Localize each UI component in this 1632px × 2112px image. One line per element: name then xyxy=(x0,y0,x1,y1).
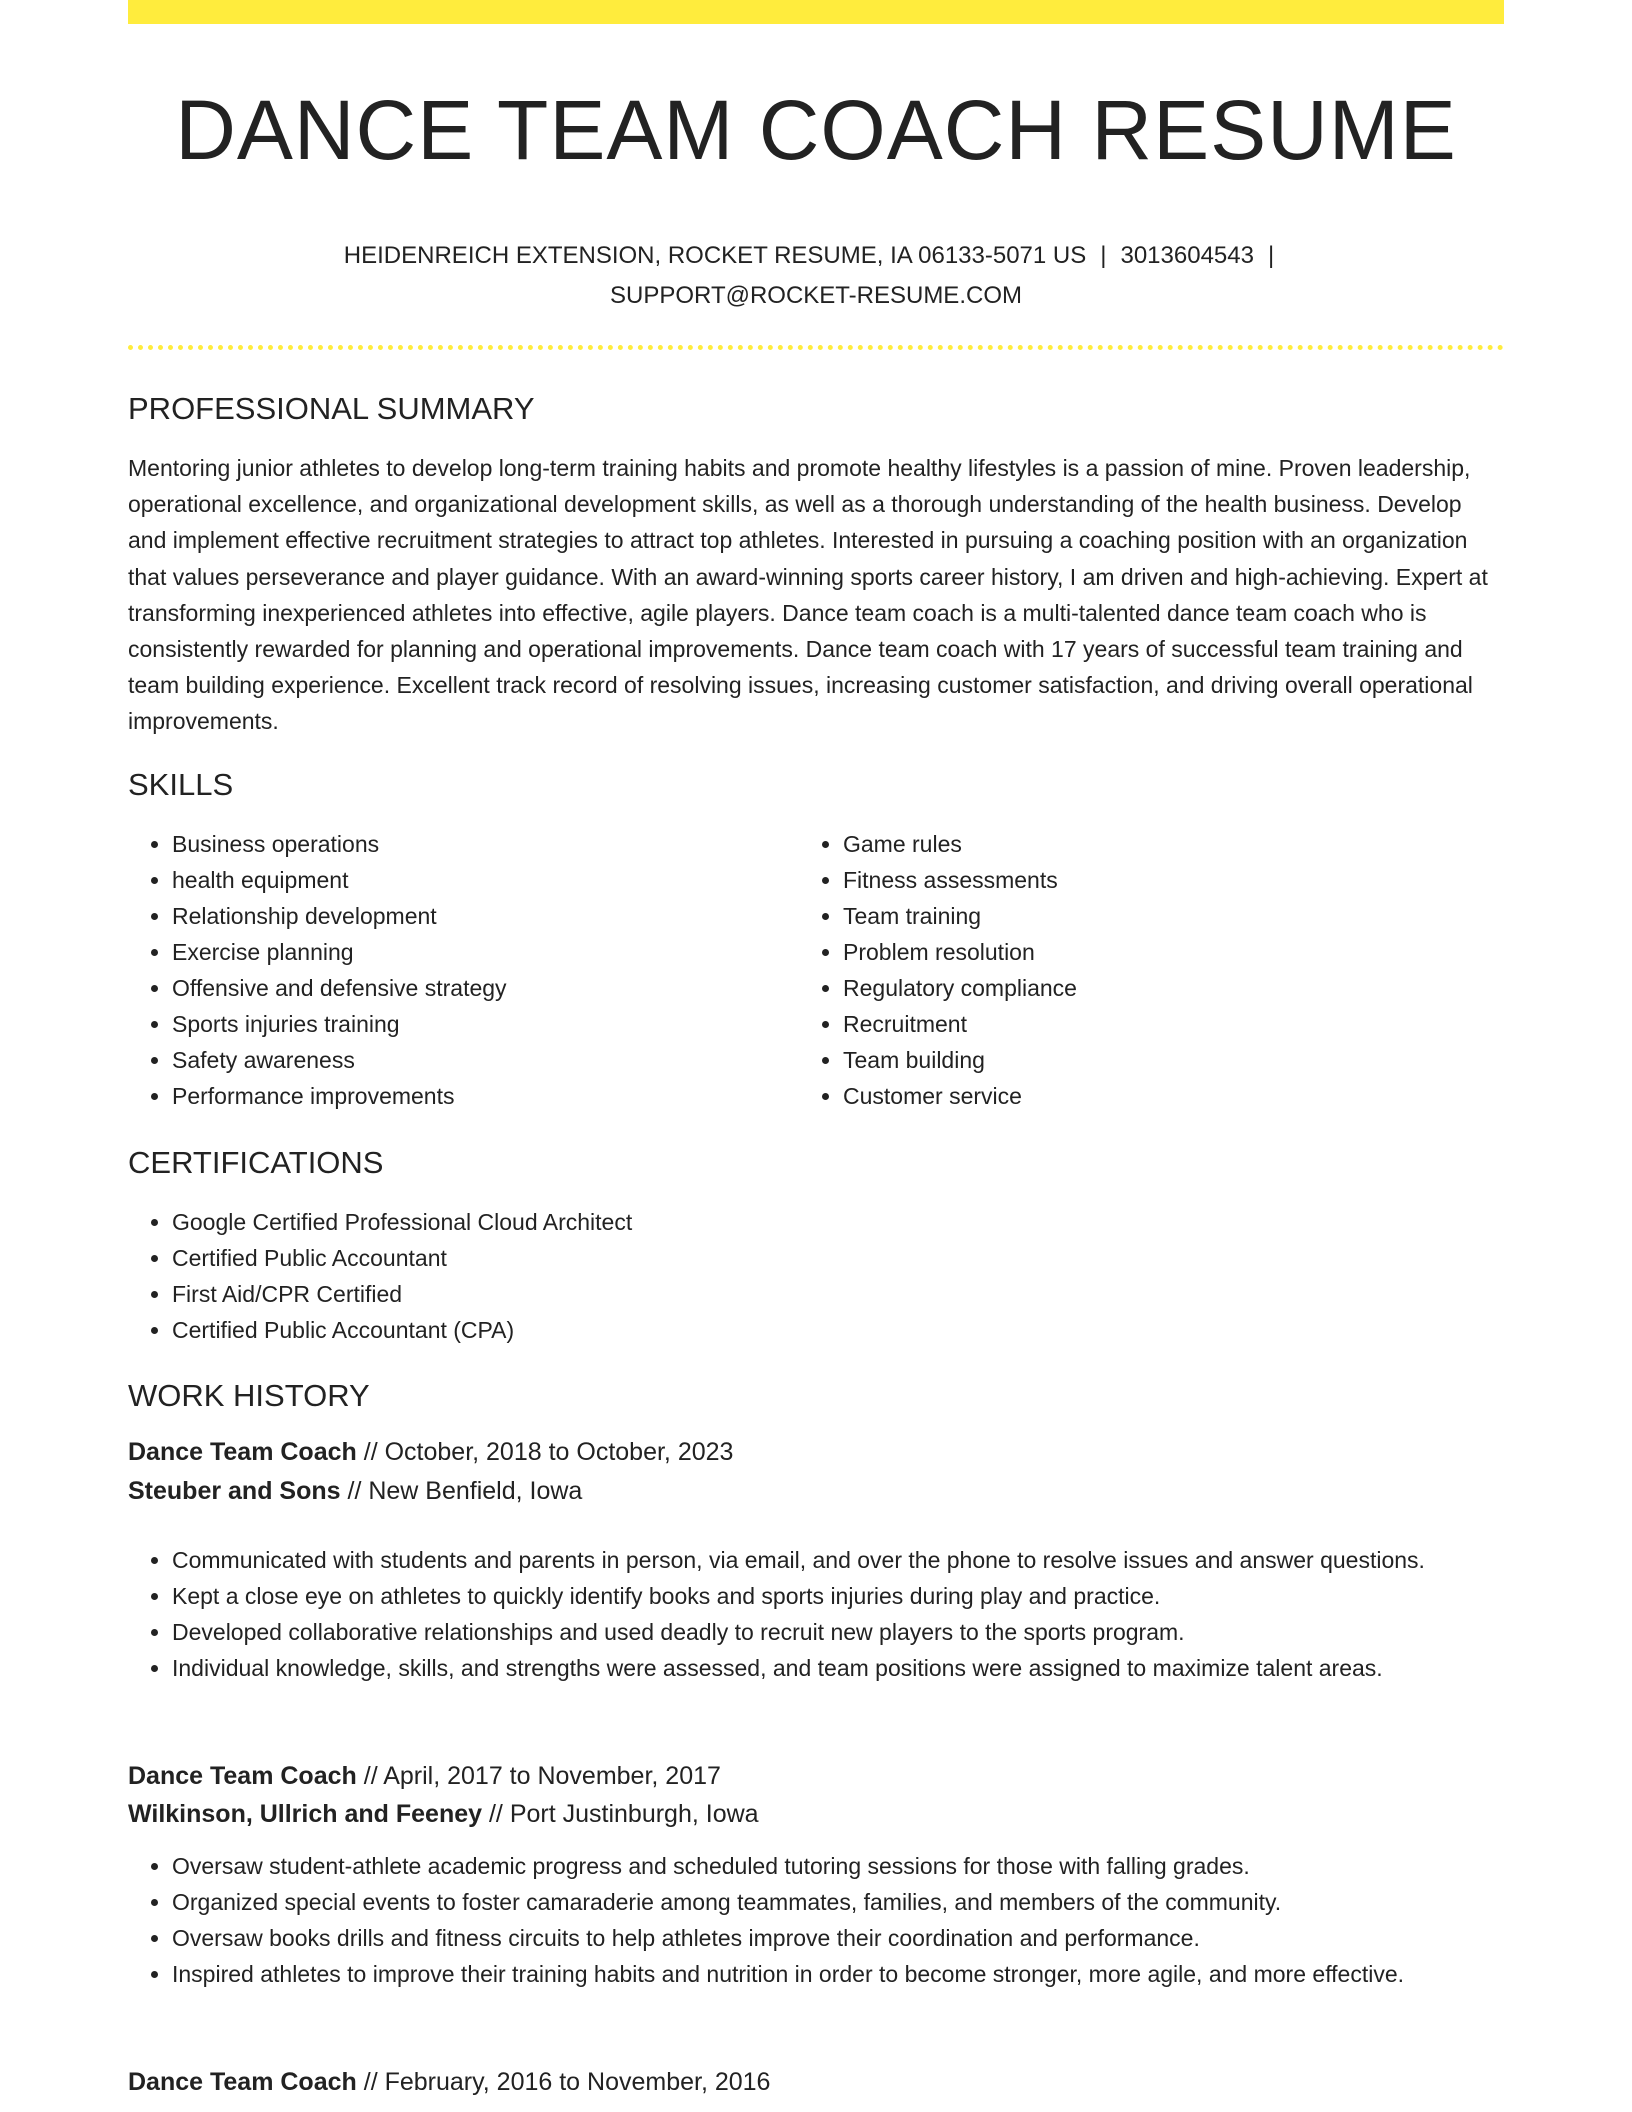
job-title: Dance Team Coach xyxy=(128,2068,357,2096)
list-item: • Customer service xyxy=(843,1078,1483,1114)
list-item: • Sports injuries training xyxy=(172,1006,792,1042)
work-history-heading: WORK HISTORY xyxy=(128,1378,370,1413)
accent-top-bar xyxy=(128,0,1504,24)
certifications-list xyxy=(128,1204,1472,1348)
page-title: DANCE TEAM COACH RESUME xyxy=(175,83,1457,177)
summary-heading: PROFESSIONAL SUMMARY xyxy=(128,391,535,426)
job-company-line xyxy=(128,1796,759,1832)
list-item: • Business operations xyxy=(172,826,792,862)
list-item: • health equipment xyxy=(172,862,792,898)
contact-separator: | xyxy=(1100,242,1107,269)
list-item: • Performance improvements xyxy=(172,1078,792,1114)
list-item: • Offensive and defensive strategy xyxy=(172,970,792,1006)
list-item: • Exercise planning xyxy=(172,934,792,970)
list-item: • Safety awareness xyxy=(172,1042,792,1078)
list-item: • Oversaw student-athlete academic progress and scheduled tutoring sessions for those with falling grades. xyxy=(172,1848,1492,1884)
job-dates: // April, 2017 to November, 2017 xyxy=(363,1762,721,1790)
list-item: • Team training xyxy=(843,898,1483,934)
dotted-divider xyxy=(128,345,1504,350)
job-location: // Port Justinburgh, Iowa xyxy=(488,1800,759,1828)
job-company: Steuber and Sons xyxy=(128,1477,341,1505)
job-dates: // February, 2016 to November, 2016 xyxy=(363,2068,771,2096)
skills-list-left xyxy=(128,826,792,1114)
list-item: • Certified Public Accountant (CPA) xyxy=(172,1312,1472,1348)
list-item: • First Aid/CPR Certified xyxy=(172,1276,1472,1312)
job-bullets xyxy=(128,1848,1492,1992)
skills-list-right xyxy=(799,826,1483,1114)
list-item: • Game rules xyxy=(843,826,1483,862)
list-item: • Fitness assessments xyxy=(843,862,1483,898)
contact-address: HEIDENREICH EXTENSION, ROCKET RESUME, IA 06133-5071 US xyxy=(343,242,1087,269)
list-item: • Communicated with students and parents in person, via email, and over the phone to resolve issues and answer questions. xyxy=(172,1542,1532,1578)
list-item: • Google Certified Professional Cloud Architect xyxy=(172,1204,1472,1240)
job-company: Wilkinson, Ullrich and Feeney xyxy=(128,1800,483,1828)
list-item: • Individual knowledge, skills, and strengths were assessed, and team positions were assigned to maximize talent areas. xyxy=(172,1650,1532,1686)
list-item: • Organized special events to foster camaraderie among teammates, families, and members of the community. xyxy=(172,1884,1492,1920)
list-item: • Inspired athletes to improve their training habits and nutrition in order to become stronger, more agile, and more effective. xyxy=(172,1956,1492,1992)
list-item: • Developed collaborative relationships and used deadly to recruit new players to the sports program. xyxy=(172,1614,1532,1650)
job-location: // New Benfield, Iowa xyxy=(347,1477,583,1505)
list-item: • Kept a close eye on athletes to quickly identify books and sports injuries during play and practice. xyxy=(172,1578,1532,1614)
list-item: • Certified Public Accountant xyxy=(172,1240,1472,1276)
list-item: • Problem resolution xyxy=(843,934,1483,970)
job-title: Dance Team Coach xyxy=(128,1762,357,1790)
contact-separator: | xyxy=(1267,242,1275,269)
job-title: Dance Team Coach xyxy=(128,1438,357,1466)
skills-heading: SKILLS xyxy=(128,767,234,802)
job-company-line xyxy=(128,1473,582,1509)
summary-text: Mentoring junior athletes to develop long-term training habits and promote healthy lifestyles is a passion of mine. Proven leadership, operational excellence, and organizational development skills, as well as a thorough understanding of the health business. Develop and implement effective recruitment strategies to attract top athletes. Interested in pursuing a coaching position with an organization that values perseverance and player guidance. With an award-winning sports career history, I am driven and high-achieving. Expert at transforming inexperienced athletes into effective, agile players. Dance team coach is a multi-talented dance team coach who is consistently rewarded for planning and operational improvements. Dance team coach with 17 years of successful team training and team building experience. Excellent track record of resolving issues, increasing customer satisfaction, and driving overall operational improvements. xyxy=(128,455,1488,735)
contact-phone: 3013604543 xyxy=(1120,242,1254,269)
job-bullets xyxy=(128,1542,1532,1686)
list-item: • Recruitment xyxy=(843,1006,1483,1042)
contact-email: SUPPORT@ROCKET-RESUME.COM xyxy=(610,282,1022,309)
job-title-line xyxy=(128,1434,733,1470)
certifications-heading: CERTIFICATIONS xyxy=(128,1145,384,1180)
list-item: • Regulatory compliance xyxy=(843,970,1483,1006)
list-item: • Relationship development xyxy=(172,898,792,934)
list-item: • Oversaw books drills and fitness circuits to help athletes improve their coordination and performance. xyxy=(172,1920,1492,1956)
job-dates: // October, 2018 to October, 2023 xyxy=(363,1438,734,1466)
job-title-line xyxy=(128,1758,721,1794)
contact-info xyxy=(128,236,1504,316)
list-item: • Team building xyxy=(843,1042,1483,1078)
job-title-line xyxy=(128,2064,770,2100)
